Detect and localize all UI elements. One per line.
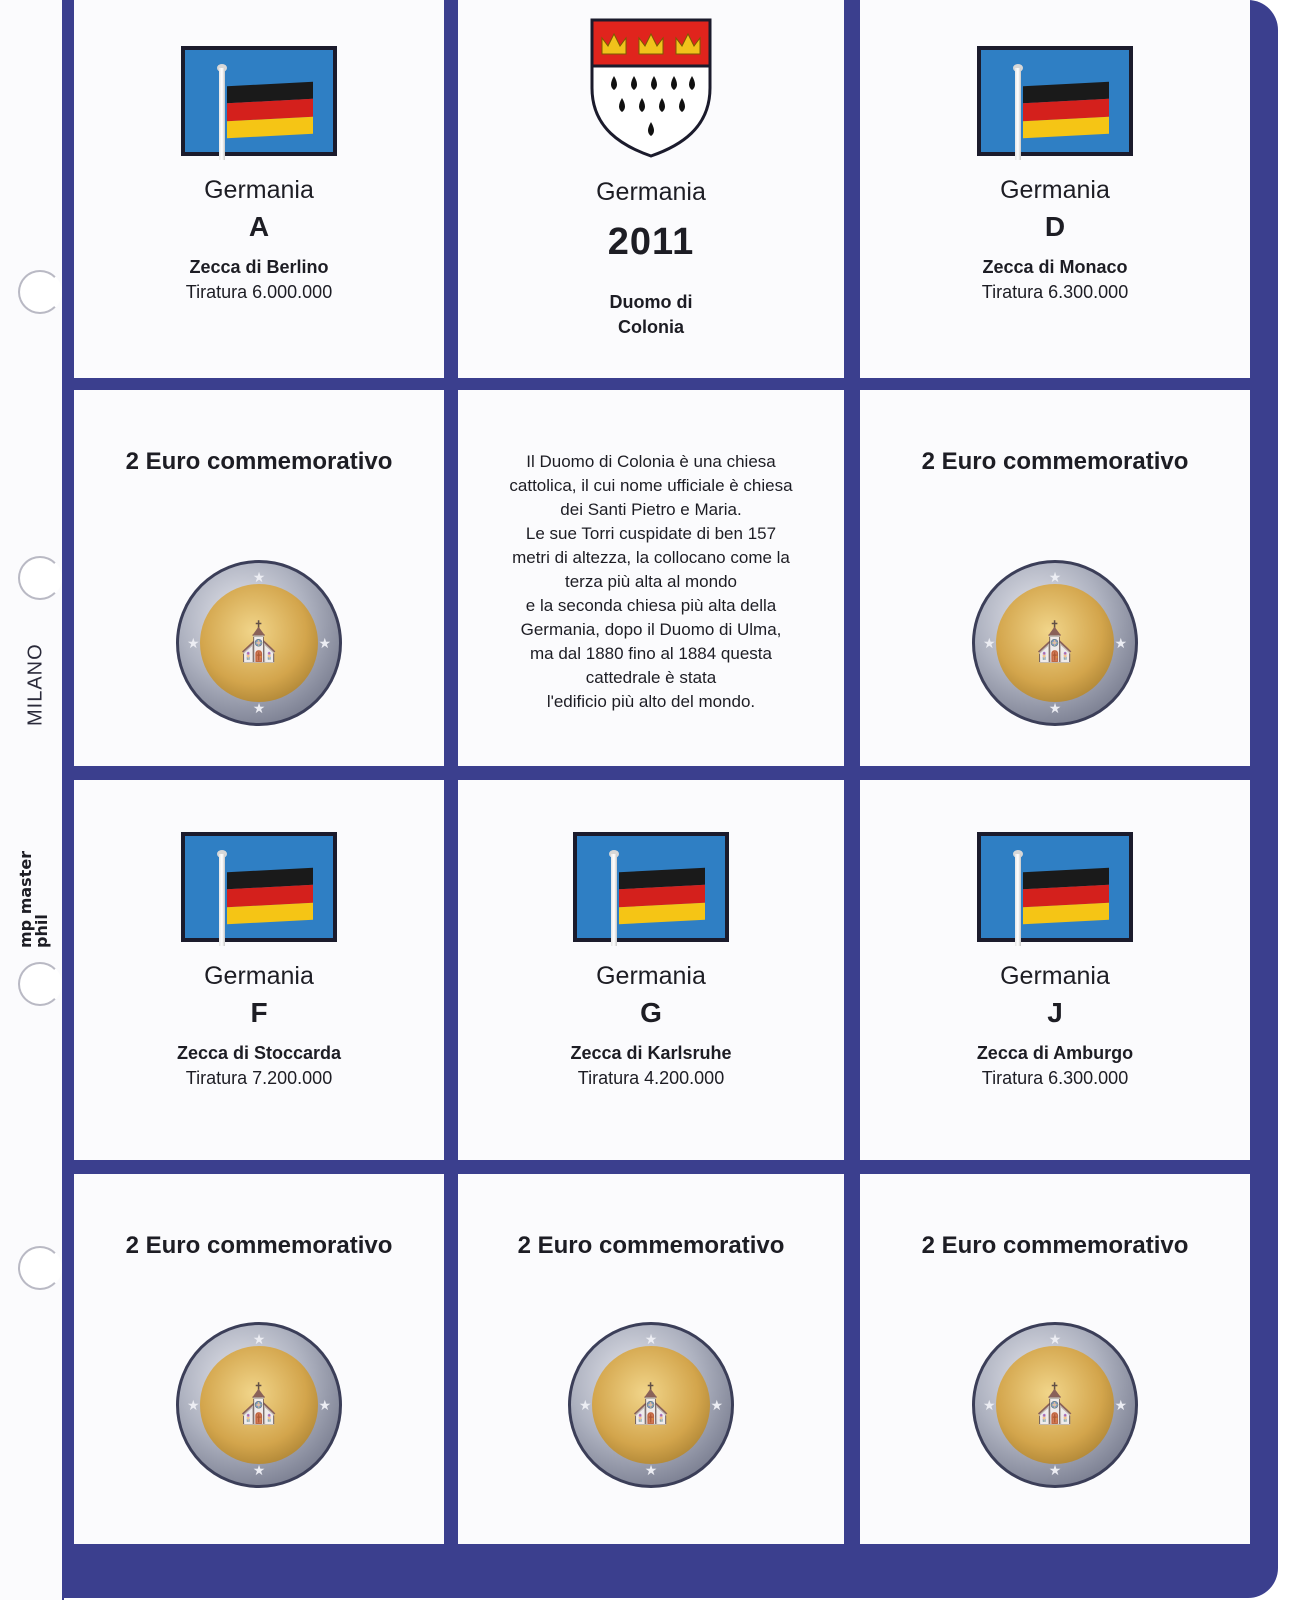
- description-line: metri di altezza, la collocano come la: [512, 548, 790, 567]
- brand-logo: mp master phil: [16, 850, 51, 948]
- description-line: dei Santi Pietro e Maria.: [560, 500, 742, 519]
- cell-coin-f: [74, 1174, 444, 1544]
- mint-name: Zecca di Stoccarda: [176, 1043, 342, 1063]
- coin-title: 2 Euro commemorativo: [517, 1232, 785, 1259]
- coin-title: 2 Euro commemorativo: [921, 448, 1189, 475]
- cell-mint-d: [860, 0, 1250, 378]
- coin-subject-line: Duomo di: [609, 292, 693, 312]
- cell-mint-a: [74, 0, 444, 378]
- issue-year: 2011: [607, 221, 695, 263]
- coin-subject-line: Colonia: [618, 317, 684, 337]
- mintage: Tiratura 4.200.000: [577, 1068, 725, 1088]
- mintage: Tiratura 7.200.000: [185, 1068, 333, 1088]
- coin-icon: ★ ★ ★ ★ ⛪: [568, 1322, 734, 1488]
- country-label: Germania: [1000, 176, 1110, 204]
- mint-letter: J: [1047, 997, 1063, 1028]
- description-line: cattolica, il cui nome ufficiale è chiesa: [509, 476, 793, 495]
- cell-description: [458, 390, 844, 766]
- mint-letter: G: [640, 997, 662, 1028]
- mintage: Tiratura 6.300.000: [981, 282, 1129, 302]
- country-label: Germania: [204, 176, 314, 204]
- german-flag-icon: [977, 46, 1133, 156]
- coin-icon: ★ ★ ★ ★ ⛪: [176, 560, 342, 726]
- german-flag-icon: [977, 832, 1133, 942]
- country-label: Germania: [596, 178, 706, 206]
- cell-issue-header: [458, 0, 844, 378]
- mint-name: Zecca di Amburgo: [976, 1043, 1134, 1063]
- coin-icon: ★ ★ ★ ★ ⛪: [972, 1322, 1138, 1488]
- mint-name: Zecca di Karlsruhe: [570, 1043, 732, 1063]
- cell-coin-j: [860, 1174, 1250, 1544]
- description-line: e la seconda chiesa più alta della: [525, 596, 777, 615]
- mint-name: Zecca di Berlino: [189, 257, 329, 277]
- mintage: Tiratura 6.300.000: [981, 1068, 1129, 1088]
- description-line: Le sue Torri cuspidate di ben 157: [525, 524, 777, 543]
- mintage: Tiratura 6.000.000: [185, 282, 333, 302]
- country-label: Germania: [204, 962, 314, 990]
- description-line: Il Duomo di Colonia è una chiesa: [526, 452, 776, 471]
- description-line: terza più alta al mondo: [565, 572, 737, 591]
- binder-hole-icon: [18, 556, 62, 600]
- coin-title: 2 Euro commemorativo: [125, 448, 393, 475]
- country-label: Germania: [1000, 962, 1110, 990]
- german-flag-icon: [573, 832, 729, 942]
- description-line: cattedrale è stata: [585, 668, 717, 687]
- german-flag-icon: [181, 46, 337, 156]
- cell-mint-j: [860, 780, 1250, 1160]
- description-text: [476, 450, 826, 714]
- mint-name: Zecca di Monaco: [982, 257, 1128, 277]
- binder-hole-icon: [18, 270, 62, 314]
- description-line: ma dal 1880 fino al 1884 questa: [530, 644, 772, 663]
- description-line: l'edificio più alto del mondo.: [546, 692, 756, 711]
- cologne-coat-of-arms-icon: [590, 18, 712, 158]
- mint-letter: D: [1044, 211, 1066, 242]
- binder-hole-icon: [18, 962, 62, 1006]
- binder-hole-icon: [18, 1246, 62, 1290]
- cell-coin-a: [74, 390, 444, 766]
- german-flag-icon: [181, 832, 337, 942]
- cell-mint-f: [74, 780, 444, 1160]
- cell-coin-d: [860, 390, 1250, 766]
- description-line: Germania, dopo il Duomo di Ulma,: [520, 620, 782, 639]
- binder-strip: [0, 0, 64, 1600]
- coin-icon: ★ ★ ★ ★ ⛪: [972, 560, 1138, 726]
- coin-title: 2 Euro commemorativo: [125, 1232, 393, 1259]
- cell-coin-g: [458, 1174, 844, 1544]
- mint-letter: A: [248, 211, 270, 242]
- coin-title: 2 Euro commemorativo: [921, 1232, 1189, 1259]
- brand-city: MILANO: [24, 643, 47, 727]
- cell-mint-g: [458, 780, 844, 1160]
- mint-letter: F: [250, 997, 268, 1028]
- coin-icon: ★ ★ ★ ★ ⛪: [176, 1322, 342, 1488]
- country-label: Germania: [596, 962, 706, 990]
- coin-subject: [586, 290, 716, 340]
